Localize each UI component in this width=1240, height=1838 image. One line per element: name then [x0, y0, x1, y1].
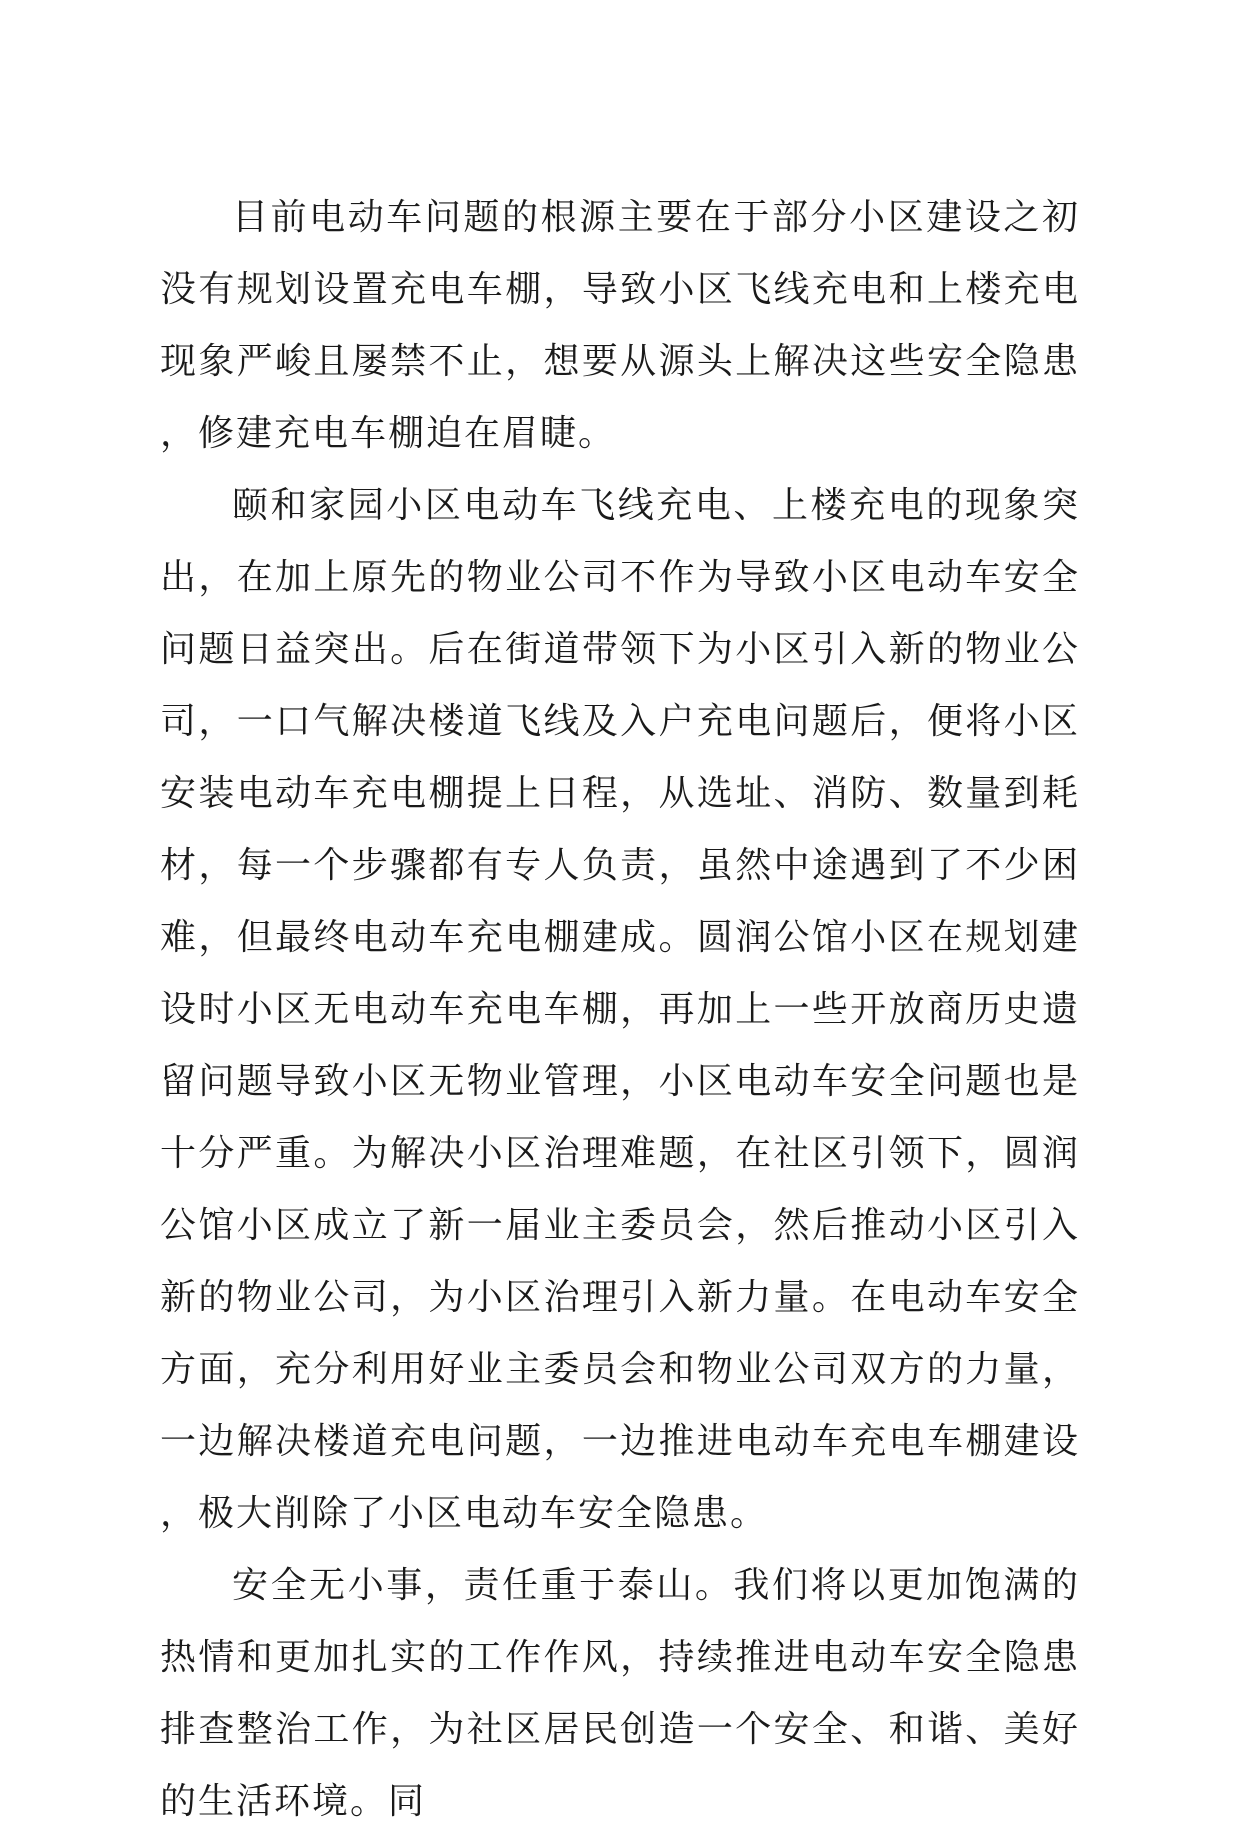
- document-body: [160, 182, 1080, 1838]
- paragraph-conclusion: 安全无小事，责任重于泰山。我们将以更加饱满的热情和更加扎实的工作作风，持续推进电动车安全隐患排查整治工作，为社区居民创造一个安全、和谐、美好的生活环境。同: [160, 1565, 1080, 1822]
- paragraph-community-cases: 颐和家园小区电动车飞线充电、上楼充电的现象突出，在加上原先的物业公司不作为导致小区电动车安全问题日益突出。后在街道带领下为小区引入新的物业公司，一口气解决楼道飞线及入户充电问题后，便将小区安装电动车充电棚提上日程，从选址、消防、数量到耗材，每一个步骤都有专人负责，虽然中途遇到了不少困难，但最终电动车充电棚建成。圆润公馆小区在规划建设时小区无电动车充电车棚，再加上一些开放商历史遗留问题导致小区无物业管理，小区电动车安全问题也是十分严重。为解决小区治理难题，在社区引领下，圆润公馆小区成立了新一届业主委员会，然后推动小区引入新的物业公司，为小区治理引入新力量。在电动车安全方面，充分利用好业主委员会和物业公司双方的力量，一边解决楼道充电问题，一边推进电动车充电车棚建设，极大削除了小区电动车安全隐患。: [160, 485, 1080, 1534]
- paragraph-root-cause: 目前电动车问题的根源主要在于部分小区建设之初没有规划设置充电车棚，导致小区飞线充电和上楼充电现象严峻且屡禁不止，想要从源头上解决这些安全隐患，修建充电车棚迫在眉睫。: [160, 197, 1080, 454]
